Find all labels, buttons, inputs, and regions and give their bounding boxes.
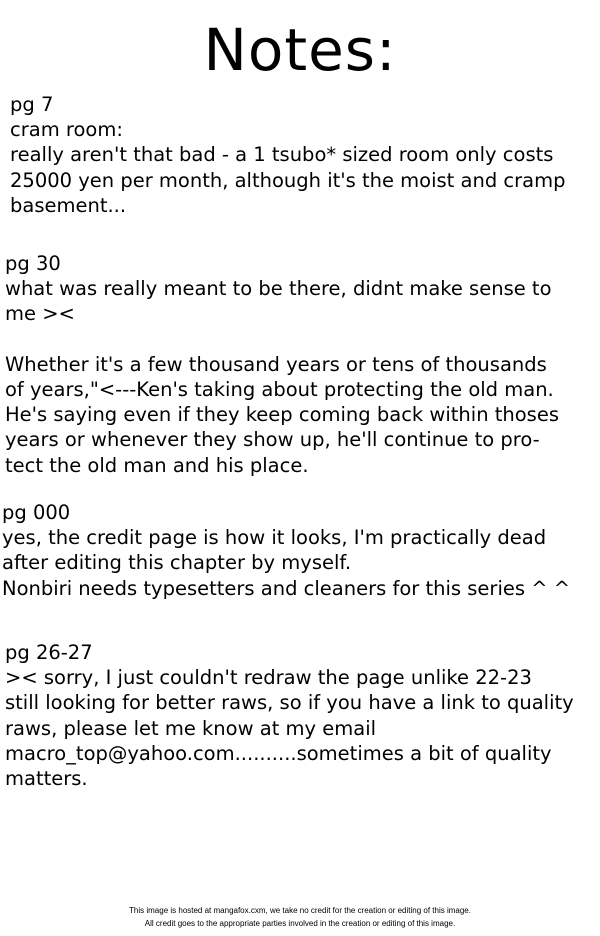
note-pg-000 xyxy=(2,500,570,601)
note-line: >< sorry, I just couldn't redraw the page unlike 22-23 xyxy=(5,666,532,690)
hosting-disclaimer xyxy=(0,904,600,930)
note-line: of years,"<---Ken's taking about protecting the old man. xyxy=(5,377,554,401)
note-pg-30 xyxy=(5,251,559,478)
note-pg-7 xyxy=(10,92,565,218)
note-line: years or whenever they show up, he'll continue to pro- xyxy=(5,428,540,452)
note-line: He's saying even if they keep coming back within thoses xyxy=(5,403,559,427)
disclaimer-line: This image is hosted at mangafox.cxm, we take no credit for the creation or editing of this image. xyxy=(129,906,471,915)
note-heading: pg 7 xyxy=(10,93,54,116)
page-title: Notes: xyxy=(203,16,397,84)
note-line: me >< xyxy=(5,302,75,326)
note-line: Nonbiri needs typesetters and cleaners for this series ^ ^ xyxy=(2,576,571,600)
note-heading: pg 000 xyxy=(2,501,71,524)
note-line: what was really meant to be there, didnt make sense to xyxy=(5,277,552,301)
note-heading: pg 26-27 xyxy=(5,641,93,664)
note-line: really aren't that bad - a 1 tsubo* sized room only costs xyxy=(10,143,554,167)
note-heading: pg 30 xyxy=(5,252,61,275)
disclaimer-line: All credit goes to the appropriate parties involved in the creation or editing of this image. xyxy=(144,919,456,928)
note-line: 25000 yen per month, although it's the moist and cramp xyxy=(10,168,566,192)
note-line: tect the old man and his place. xyxy=(5,453,309,477)
note-line: macro_top@yahoo.com..........sometimes a bit of quality xyxy=(5,741,552,765)
note-line: basement... xyxy=(10,193,127,217)
note-line: raws, please let me know at my email xyxy=(5,716,377,740)
note-line: matters. xyxy=(5,766,88,790)
note-line: still looking for better raws, so if you have a link to quality xyxy=(5,691,574,715)
note-line: after editing this chapter by myself. xyxy=(2,551,352,575)
note-blank-line xyxy=(5,327,559,352)
note-pg-26-27 xyxy=(5,640,574,791)
note-line: Whether it's a few thousand years or tens of thousands xyxy=(5,352,547,376)
note-line: cram room: xyxy=(10,118,123,142)
note-line: yes, the credit page is how it looks, I'm practically dead xyxy=(2,526,547,550)
